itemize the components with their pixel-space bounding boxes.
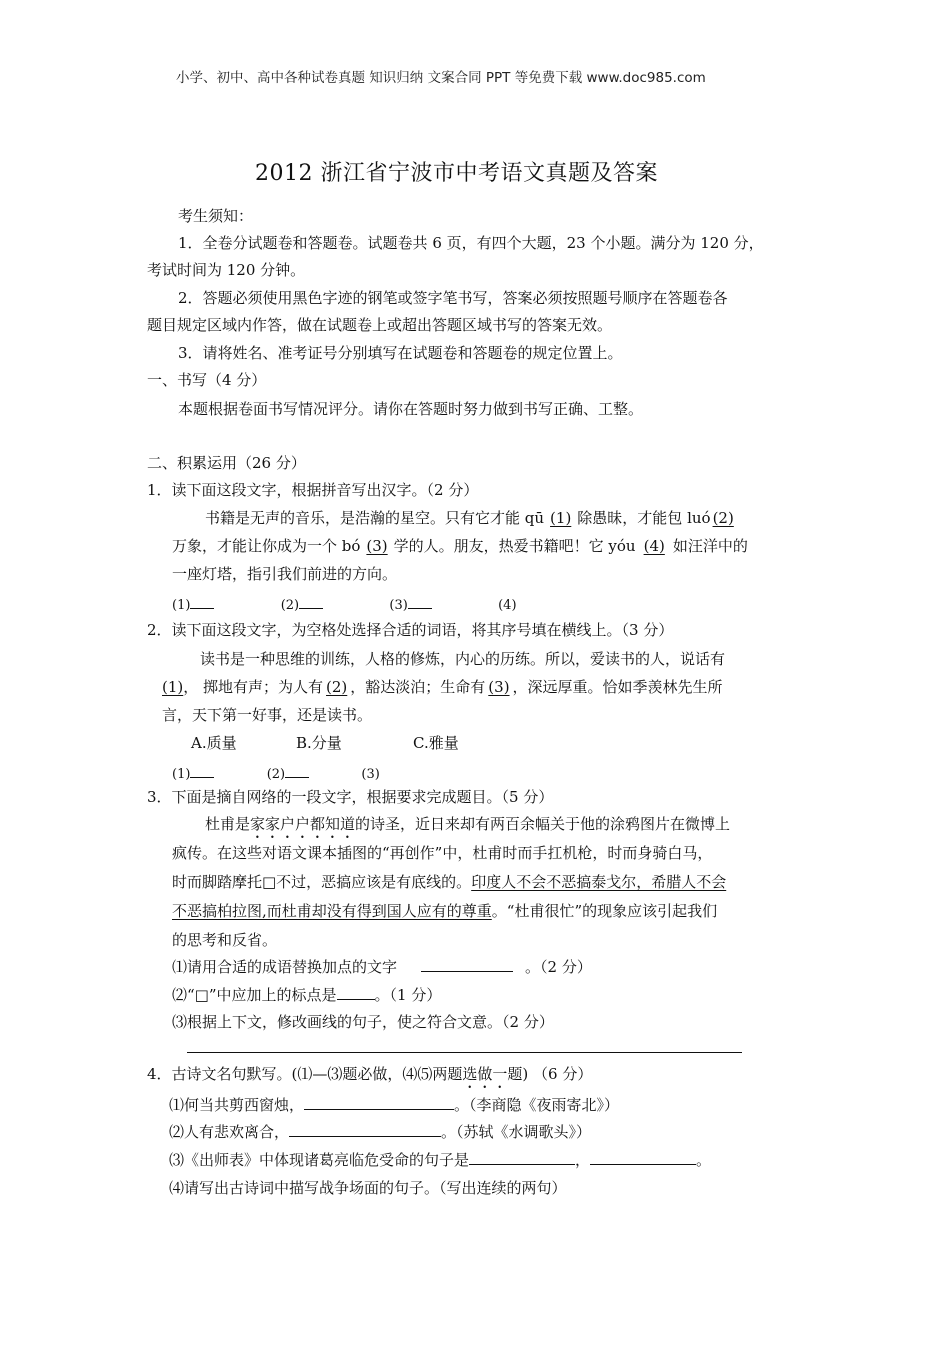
q1-stem: 1．读下面这段文字，根据拼音写出汉字。（2 分） — [147, 481, 479, 499]
q4-stem: 4．古诗文名句默写。(⑴—⑶题必做，⑷⑸两题选做一题) （6 分） — [147, 1065, 593, 1083]
q4-s1-answer-field[interactable] — [304, 1094, 454, 1110]
part1-text: 本题根据卷面书写情况评分。请你在答题时努力做到书写正确、工整。 — [178, 400, 644, 418]
q3-s3-answer-line[interactable] — [187, 1052, 742, 1053]
q2-blank-2[interactable]: (2) — [326, 678, 348, 696]
q2-answer-1-field[interactable] — [190, 762, 214, 778]
notice-item-1: 1．全卷分试题卷和答题卷。试题卷共 6 页，有四个大题，23 个小题。满分为 120 分， — [178, 234, 764, 252]
q1-passage-line-1: 书籍是无声的音乐，是浩瀚的星空。只有它才能 qū (1) 除愚昧，才能包 luó (2) — [205, 509, 734, 527]
q3-passage-line-5: 的思考和反省。 — [172, 931, 278, 949]
q4-subquestion-2: ⑵人有悲欢离合， 。（苏轼《水调歌头》） — [169, 1123, 592, 1141]
q3-passage-line-1: 杜甫是家家户户都知道的诗圣，近日来却有两百余幅关于他的涂鸦图片在微博上 — [205, 815, 731, 833]
q4-subquestion-1: ⑴何当共剪西窗烛， 。（李商隐《夜雨寄北》） — [169, 1096, 620, 1114]
part2-heading: 二、积累运用（26 分） — [147, 454, 306, 472]
q3-dotted-phrase: 家家户户都知道 — [250, 815, 356, 833]
q1-answer-2-field[interactable] — [299, 593, 323, 609]
notice-item-1-cont: 考试时间为 120 分钟。 — [147, 261, 306, 279]
q3-passage-line-4: 不恶搞柏拉图,而杜甫却没有得到国人应有的尊重。“杜甫很忙”的现象应该引起我们 — [172, 902, 718, 920]
q2-option-a: A.质量 — [191, 734, 237, 752]
part1-heading: 一、书写（4 分） — [147, 371, 267, 389]
q1-passage-line-2: 万象，才能让你成为一个 bó (3) 学的人。朋友，热爱书籍吧！它 yóu (4) 如汪洋中的 — [172, 537, 748, 555]
q4-s3-answer-field-1[interactable] — [469, 1149, 575, 1165]
page-header: 小学、初中、高中各种试卷真题 知识归纳 文案合同 PPT 等免费下载 www.doc985.com — [176, 70, 706, 86]
q1-answer-row: (1) (2) (3) (4) — [172, 593, 517, 613]
q1-answer-1-field[interactable] — [190, 593, 214, 609]
q2-blank-3[interactable]: (3) — [488, 678, 510, 696]
q3-underlined-sentence: 印度人不会不恶搞泰戈尔，希腊人不会 — [471, 873, 727, 891]
page-title: 2012 浙江省宁波市中考语文真题及答案 — [255, 161, 658, 186]
q3-s2-answer-field[interactable] — [337, 984, 375, 1000]
q3-subquestion-2: ⑵“□”中应加上的标点是 。（1 分） — [172, 986, 442, 1004]
q2-option-b: B.分量 — [296, 734, 342, 752]
q1-blank-4[interactable]: (4) — [643, 537, 665, 555]
q4-s2-answer-field[interactable] — [289, 1121, 441, 1137]
q3-subquestion-3: ⑶根据上下文，修改画线的句子，使之符合文意。（2 分） — [172, 1013, 554, 1031]
q4-s3-answer-field-2[interactable] — [590, 1149, 696, 1165]
q1-passage-line-3: 一座灯塔，指引我们前进的方向。 — [172, 565, 398, 583]
q3-passage-line-3: 时而脚踏摩托□不过，恶搞应该是有底线的。印度人不会不恶搞泰戈尔，希腊人不会 — [172, 873, 727, 891]
q2-answer-2-field[interactable] — [285, 762, 309, 778]
q4-dotted-phrase: 选做一 — [462, 1065, 508, 1083]
q3-underlined-sentence-cont: 不恶搞柏拉图,而杜甫却没有得到国人应有的尊重 — [172, 902, 492, 920]
q1-blank-2[interactable]: (2) — [712, 509, 734, 527]
q2-stem: 2．读下面这段文字，为空格处选择合适的词语，将其序号填在横线上。（3 分） — [147, 621, 674, 639]
q2-option-c: C.雅量 — [413, 734, 459, 752]
q1-blank-3[interactable]: (3) — [366, 537, 388, 555]
q3-passage-line-2: 疯传。在这些对语文课本插图的“再创作”中，杜甫时而手扛机枪，时而身骑白马， — [172, 844, 713, 862]
q2-blank-1[interactable]: (1) — [162, 678, 184, 696]
notice-item-2: 2．答题必须使用黑色字迹的钢笔或签字笔书写，答案必须按照题号顺序在答题卷各 — [178, 289, 728, 307]
q1-answer-3-field[interactable] — [408, 593, 432, 609]
q3-subquestion-1: ⑴请用合适的成语替换加点的文字 。（2 分） — [172, 958, 592, 976]
q4-subquestion-3: ⑶《出师表》中体现诸葛亮临危受命的句子是 ， 。 — [169, 1151, 712, 1169]
q2-passage-line-1: 读书是一种思维的训练，人格的修炼，内心的历练。所以，爱读书的人，说话有 — [200, 650, 726, 668]
notice-heading: 考生须知： — [178, 207, 254, 225]
q3-s1-answer-field[interactable] — [421, 956, 513, 972]
notice-item-2-cont: 题目规定区域内作答，做在试题卷上或超出答题区域书写的答案无效。 — [147, 316, 613, 334]
q2-passage-line-2: (1)， 掷地有声；为人有 (2) ，豁达淡泊；生命有 (3) ，深远厚重。恰如季羡林先生所 — [162, 678, 723, 696]
q4-subquestion-4: ⑷请写出古诗词中描写战争场面的句子。（写出连续的两句） — [169, 1179, 567, 1197]
q3-stem: 3．下面是摘自网络的一段文字，根据要求完成题目。（5 分） — [147, 788, 554, 806]
q2-answer-row: (1) (2) (3) — [172, 762, 380, 782]
notice-item-3: 3．请将姓名、准考证号分别填写在试题卷和答题卷的规定位置上。 — [178, 344, 623, 362]
q2-passage-line-3: 言，天下第一好事，还是读书。 — [162, 706, 373, 724]
q1-blank-1[interactable]: (1) — [550, 509, 572, 527]
